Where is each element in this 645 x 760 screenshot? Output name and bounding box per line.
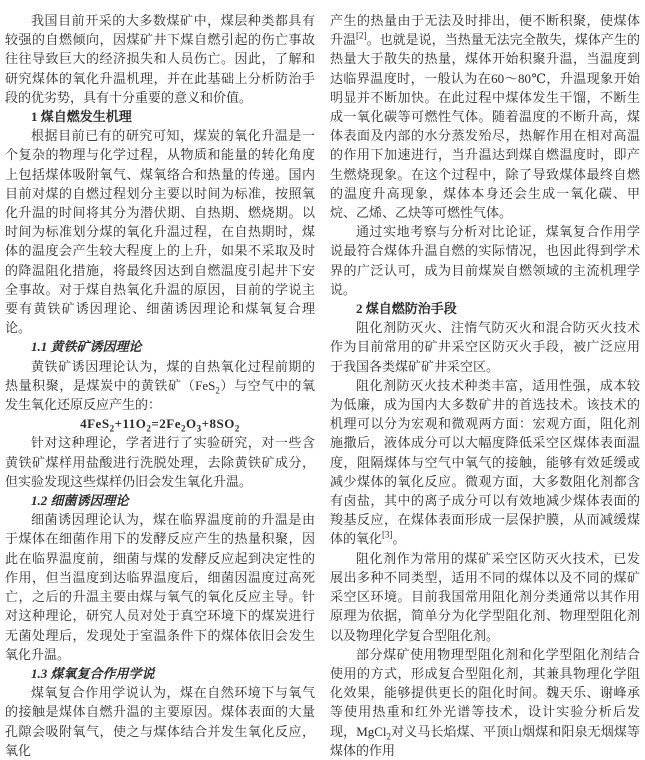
- paragraph: 细菌诱因理论认为，煤在临界温度前的升温是由于煤体在细菌作用下的发酵反应产生的热量积聚，因此在临界温度前，细菌与煤的发酵反应起到决定性的作用，但当温度到达临界温度后，细菌因温度过高死亡，之后的升温主要由煤与氧气的氧化反应主导。针对这种理论，研究人员对处于真空环境下的煤炭进行无菌处理后，发现处于室温条件下的煤体依旧会发生氧化升温。: [5, 512, 315, 662]
- paragraph: 针对这种理论，学者进行了实验研究，对一些含黄铁矿煤样用盐酸进行洗脱处理，去除黄铁矿成分，但实验发现这些煤样仍旧会发生氧化升温。: [5, 435, 315, 489]
- section-heading: 2 煤自燃防治手段: [356, 301, 457, 317]
- text-column-left: [5, 11, 315, 760]
- subsection-heading: 1.2 细菌诱因理论: [31, 493, 129, 509]
- paragraph: 阻化剂作为常用的煤矿采空区防灭火技术，已发展出多种不同类型，适用不同的煤体以及不同的煤矿采空区环境。目前我国常用阻化剂分类通常以其作用原理为依据，简单分为化学型阻化剂、物理型阻化剂以及物理化学复合型阻化剂。: [330, 550, 640, 643]
- paragraph: 阻化剂防灭火技术种类丰富，适用性强，成本较为低廉，成为国内大多数矿井的首选技术。该技术的机理可以分为宏观和微观两方面：宏观方面，阻化剂施撒后，液体成分可以大幅度降低采空区煤体表面温度，阻隔煤体与空气中氧气的接触，能够有效延缓或减少煤体的氧化反应。微观方面，大多数阻化剂都含有卤盐，其中的离子成分可以有效地减少煤体表面的羧基反应，在煤体表面形成一层保护膜，从而减缓煤体的氧化[3]。: [330, 377, 640, 547]
- paragraph: 我国目前开采的大多数煤矿中，煤层种类都具有较强的自燃倾向，因煤矿井下煤自燃引起的伤亡事故往往导致巨大的经济损失和人员伤亡。因此，了解和研究煤体的氧化升温机理，并在此基础上分析防治手段的优劣势，具有十分重要的意义和价值。: [5, 13, 315, 105]
- paragraph: 通过实地考察与分析对比论证，煤氧复合作用学说最符合煤体升温自燃的实际情况，也因此得到学术界的广泛认可，成为目前煤炭自燃领域的主流机理学说。: [330, 224, 640, 297]
- subsection-heading: 1.1 黄铁矿诱因理论: [31, 339, 142, 355]
- text-column-right: [330, 11, 640, 760]
- paragraph: 部分煤矿使用物理型阻化剂和化学型阻化剂结合使用的方式，形成复合型阻化剂，其兼具物理化学阻化效果，能够提供更长的阻化时间。魏天乐、谢峰承等使用热重和红外光谱等技术，设计实验分析后发现，MgCl$_2$对义马长焰煤、平顶山烟煤和阳泉无烟煤等煤体的作用: [330, 646, 640, 758]
- paragraph: 根据目前已有的研究可知，煤炭的氧化升温是一个复杂的物理与化学过程，从物质和能量的转化角度上包括煤体吸附氧气、煤氧络合和热量的传递。国内目前对煤的自燃过程划分主要以时间为标准，按照氧化升温的时间将其分为潜伏期、自热期、燃烧期。以时间为标准划分煤的氧化升温过程，在自热期时，煤体的温度会产生较大程度上的上升，如果不采取及时的降温阻化措施，将最终因达到自燃温度引起井下安全事故。对于煤自热氧化升温的原因，目前的学说主要有黄铁矿诱因理论、细菌诱因理论和煤氧复合理论。: [5, 128, 315, 336]
- paragraph: 煤氧复合作用学说认为，煤在自然环境下与氧气的接触是煤体自燃升温的主要原因。煤体表面的大量孔隙会吸附氧气，使之与煤体结合并发生氧化反应，氧化: [5, 685, 315, 758]
- section-heading: 1 煤自燃发生机理: [31, 109, 132, 125]
- chemical-equation: $4FeS_2+11O_2=2Fe_2O_3+8SO_2$: [80, 416, 240, 434]
- paragraph: 阻化剂防灭火、注惰气防灭火和混合防灭火技术作为目前常用的矿井采空区防灭火手段，被广泛应用于我国各类煤矿矿井采空区。: [330, 320, 640, 374]
- subsection-heading: 1.3 煤氧复合作用学说: [31, 665, 155, 681]
- paragraph: 产生的热量由于无法及时排出，便不断积聚，使煤体升温[2]。也就是说，当热量无法完全散失，煤体产生的热量大于散失的热量，煤体开始积聚升温，当温度到达临界温度时，一般认为在60～80℃，升温现象开始明显并不断加快。在此过程中煤体发生干馏，不断生成一氧化碳等可燃性气体。随着温度的不断升高，煤体表面及内部的水分蒸发殆尽，热解作用在相对高温的作用下加速进行，当升温达到煤自燃温度时，即产生燃烧现象。在这个过程中，除了导致煤体最终自燃的温度升高现象，煤体本身还会生成一氧化碳、甲烷、乙烯、乙炔等可燃性气体。: [330, 13, 640, 221]
- paragraph: 黄铁矿诱因理论认为，煤的自热氧化过程前期的热量积聚，是煤炭中的黄铁矿（FeS$_2$）与空气中的氧发生氧化还原反应产生的：: [5, 358, 315, 413]
